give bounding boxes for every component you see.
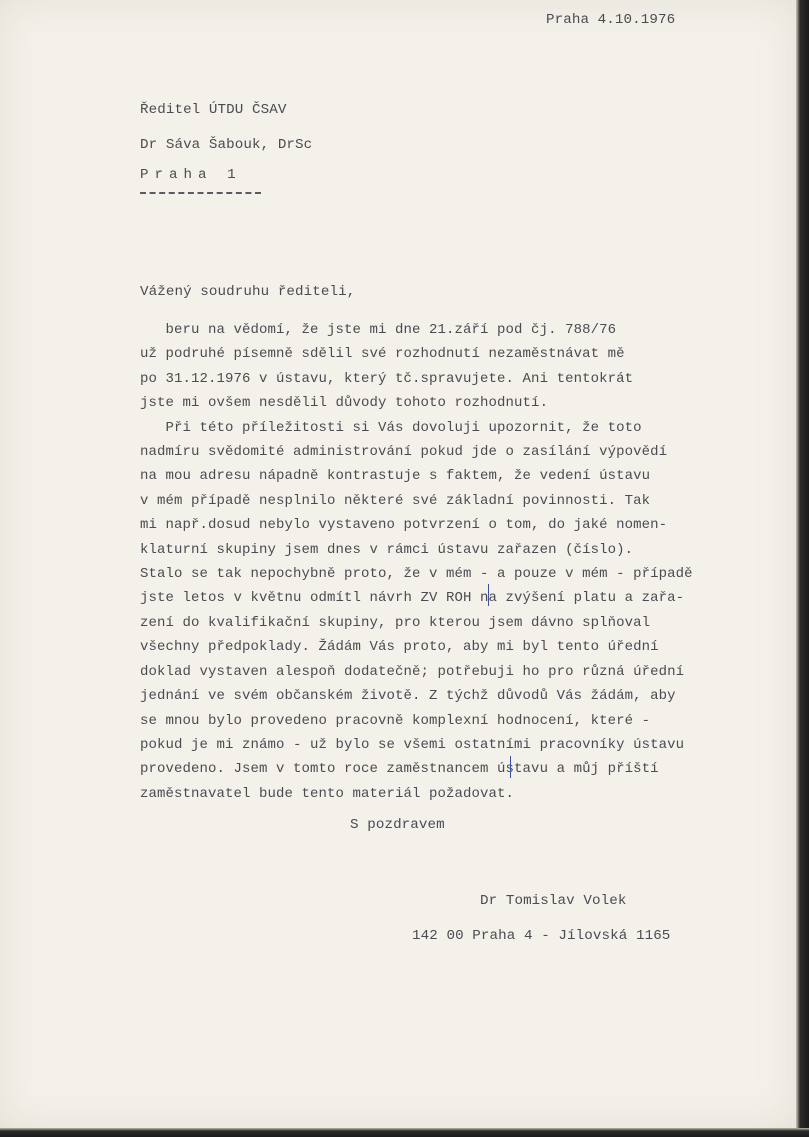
signer-address: 142 00 Praha 4 - Jílovská 1165 bbox=[412, 928, 671, 944]
pen-correction-mark bbox=[510, 756, 511, 778]
recipient-line-2: Dr Sáva Šabouk, DrSc bbox=[140, 137, 313, 153]
scan-edge-right bbox=[796, 0, 809, 1137]
body-line: jste mi ovšem nesdělil důvody tohoto rozhodnutí. bbox=[140, 395, 549, 412]
recipient-line-1: Ředitel ÚTDU ČSAV bbox=[140, 102, 287, 118]
signer-name: Dr Tomislav Volek bbox=[480, 893, 627, 909]
body-line: jednání ve svém občanském životě. Z týchž důvodů Vás žádám, aby bbox=[140, 688, 676, 705]
closing: S pozdravem bbox=[350, 817, 445, 833]
body-line: všechny předpoklady. Žádám Vás proto, aby mi byl tento úřední bbox=[140, 639, 659, 656]
scan-edge-bottom bbox=[0, 1128, 809, 1137]
body-line: Stalo se tak nepochybně proto, že v mém - a pouze v mém - případě bbox=[140, 566, 693, 583]
body-line: mi např.dosud nebylo vystaveno potvrzení o tom, do jaké nomen- bbox=[140, 517, 668, 534]
body-line: zení do kvalifikační skupiny, pro kterou jsem dávno splňoval bbox=[140, 614, 651, 631]
body-line: jste letos v květnu odmítl návrh ZV ROH na zvýšení platu a zařa- bbox=[140, 590, 685, 607]
pen-correction-mark bbox=[488, 584, 489, 606]
letter-date: Praha 4.10.1976 bbox=[546, 12, 676, 28]
body-line: zaměstnavatel bude tento materiál požadovat. bbox=[140, 785, 515, 802]
body-line: nadmíru svědomité administrování pokud jde o zasílání výpovědí bbox=[140, 444, 668, 461]
body-line: pokud je mi známo - už bylo se všemi ostatními pracovníky ústavu bbox=[140, 736, 685, 753]
body-line: provedeno. Jsem v tomto roce zaměstnancem ústavu a můj příští bbox=[140, 761, 659, 778]
body-line: Při této příležitosti si Vás dovoluji upozornit, že toto bbox=[140, 419, 642, 436]
body-line: už podruhé písemně sdělil své rozhodnutí nezaměstnávat mě bbox=[140, 346, 625, 363]
letter-body bbox=[140, 318, 693, 806]
body-line: doklad vystaven alespoň dodatečně; potřebuji ho pro různá úřední bbox=[140, 663, 685, 680]
recipient-city-underline bbox=[140, 192, 261, 194]
body-line: klaturní skupiny jsem dnes v rámci ústavu zařazen (číslo). bbox=[140, 541, 634, 558]
body-line: v mém případě nesplnilo některé své základní povinnosti. Tak bbox=[140, 492, 651, 509]
salutation: Vážený soudruhu řediteli, bbox=[140, 284, 356, 300]
body-line: po 31.12.1976 v ústavu, který tč.spravujete. Ani tentokrát bbox=[140, 370, 634, 387]
recipient-city: Praha 1 bbox=[140, 167, 242, 183]
body-line: na mou adresu nápadně kontrastuje s faktem, že vedení ústavu bbox=[140, 468, 651, 485]
body-line: beru na vědomí, že jste mi dne 21.září pod čj. 788/76 bbox=[140, 322, 617, 338]
body-line: se mnou bylo provedeno pracovně komplexní hodnocení, které - bbox=[140, 712, 651, 729]
